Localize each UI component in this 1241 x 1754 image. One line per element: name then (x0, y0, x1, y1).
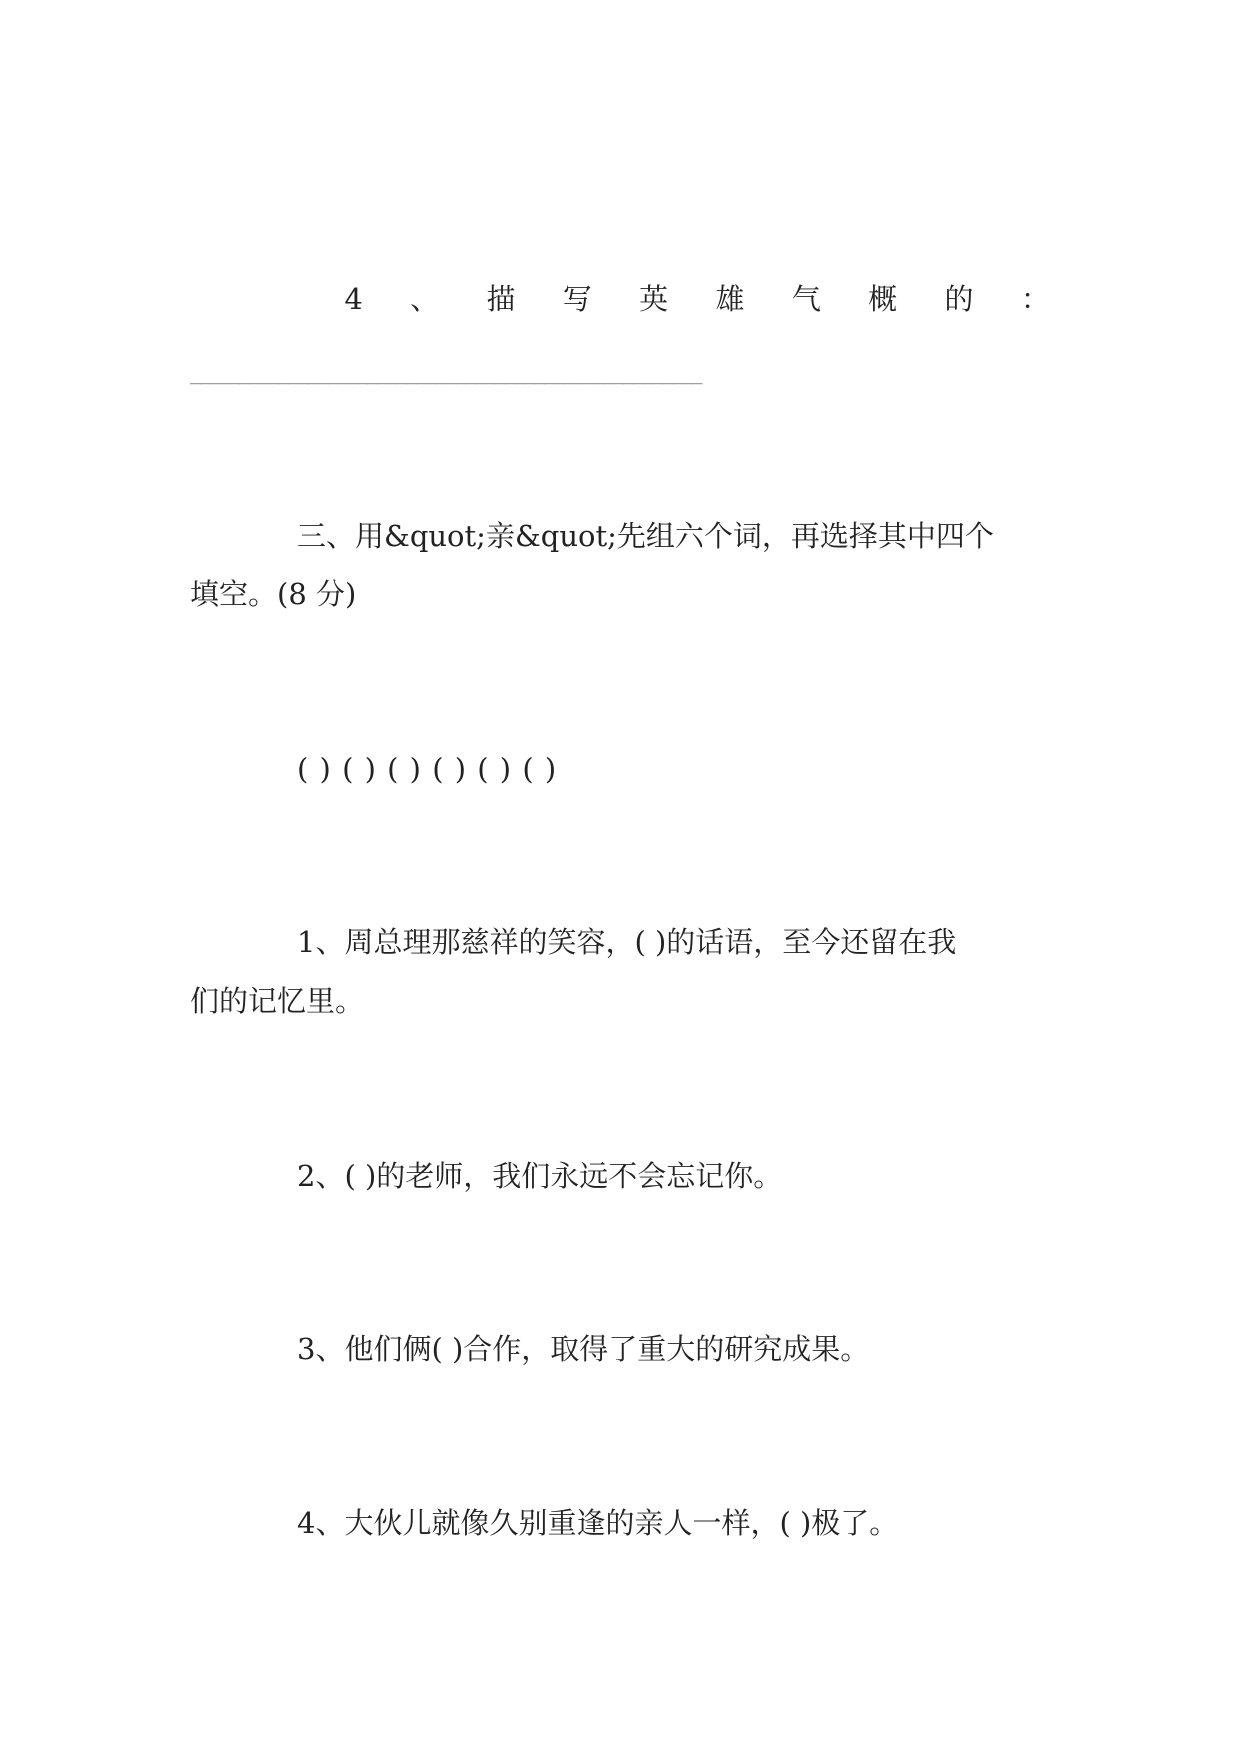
item-3: 3、他们俩( )合作，取得了重大的研究成果。 (297, 1332, 870, 1366)
answer-underline: ____________________________________________________ (190, 364, 702, 385)
question-4-heading (190, 270, 1050, 328)
item-1-line2: 们的记忆里。 (190, 984, 365, 1018)
heading-char: ： (1020, 282, 1050, 316)
section-3-title-line2: 填空。(8 分) (190, 577, 357, 611)
heading-char: 描 (486, 282, 516, 316)
heading-char: 的 (944, 282, 974, 316)
heading-char: 概 (868, 282, 898, 316)
heading-indent (190, 270, 297, 328)
section-3-title-line1: 三、用&quot;亲&quot;先组六个词，再选择其中四个 (297, 519, 994, 553)
item-2: 2、( )的老师，我们永远不会忘记你。 (297, 1159, 783, 1193)
word-blanks: ( ) ( ) ( ) ( ) ( ) ( ) (297, 752, 557, 786)
heading-char: 、 (410, 282, 440, 316)
heading-char: 4 (344, 282, 363, 316)
heading-char: 英 (639, 282, 669, 316)
heading-char: 写 (562, 282, 592, 316)
heading-char: 气 (791, 282, 821, 316)
heading-char: 雄 (715, 282, 745, 316)
item-4: 4、大伙儿就像久别重逢的亲人一样，( )极了。 (297, 1506, 899, 1540)
item-1-line1: 1、周总理那慈祥的笑容，( )的话语，至今还留在我 (297, 925, 957, 959)
